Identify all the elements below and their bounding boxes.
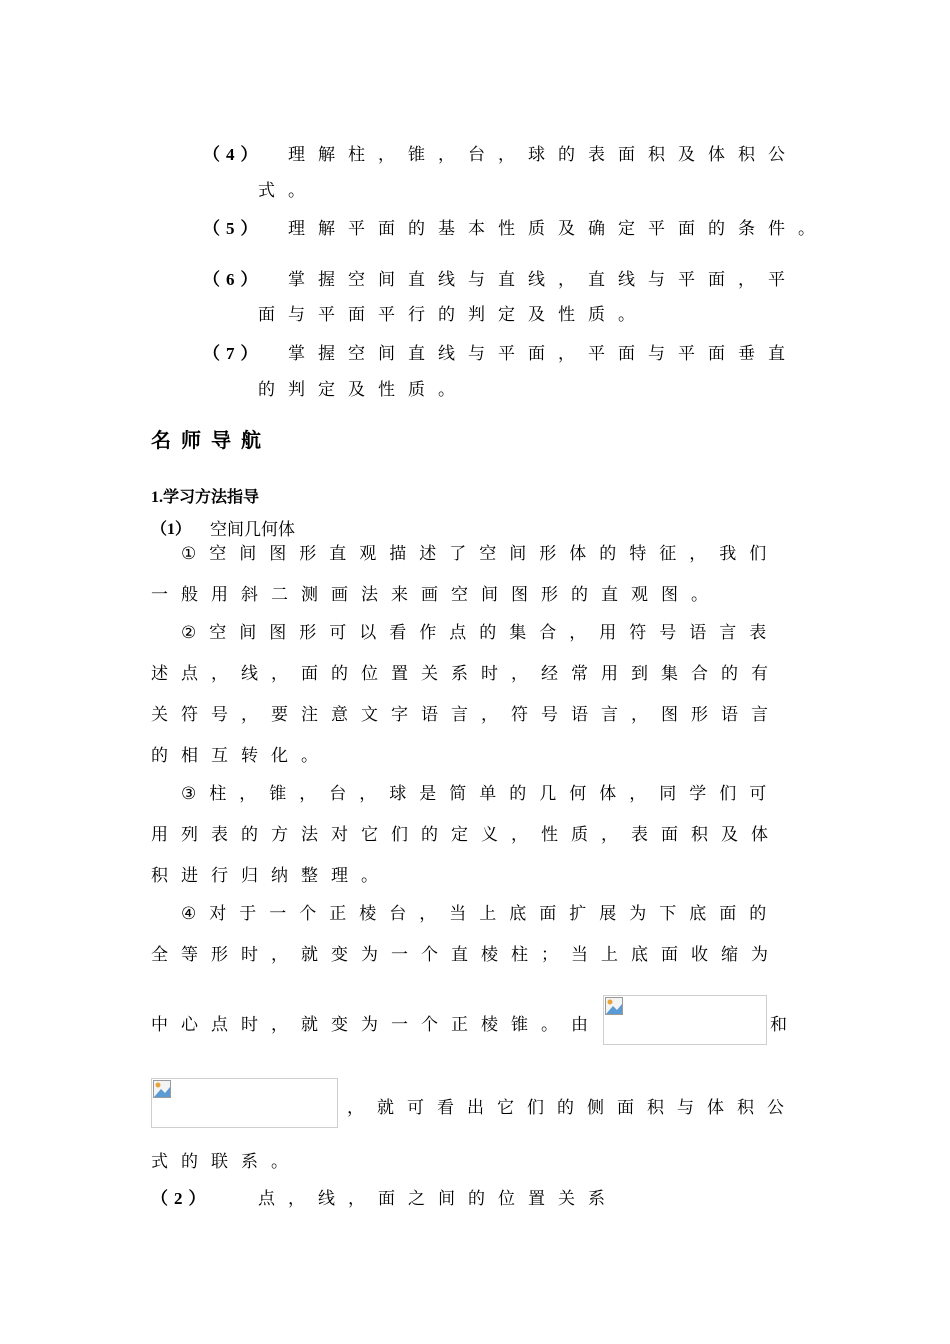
paragraph-line: ，就可看出它们的侧面积与体积公 [347, 1098, 797, 1118]
objective-text: 掌握空间直线与直线，直线与平面，平 [288, 270, 798, 290]
paragraph-line: 关符号，要注意文字语言，符号语言，图形语言 [151, 705, 781, 725]
item-number: （2） [151, 1189, 212, 1208]
objective-text: 理解柱，锥，台，球的表面积及体积公 [288, 145, 798, 165]
broken-image-icon [605, 997, 623, 1015]
paragraph-line: 一般用斜二测画法来画空间图形的直观图。 [151, 585, 721, 605]
objective-number: （4） [203, 145, 264, 164]
paragraph-line: ③柱，锥，台，球是简单的几何体，同学们可 [181, 784, 780, 804]
objective-number: （5） [203, 219, 264, 238]
objective-text: 面与平面平行的判定及性质。 [258, 305, 648, 325]
paragraph-line: 用列表的方法对它们的定义，性质，表面积及体 [151, 825, 781, 845]
objective-text: 掌握空间直线与平面，平面与平面垂直 [288, 344, 798, 364]
objective-text: 式。 [258, 181, 318, 201]
paragraph-line: ②空间图形可以看作点的集合，用符号语言表 [181, 623, 780, 643]
paragraph-line: 全等形时，就变为一个直棱柱；当上底面收缩为 [151, 945, 781, 965]
subsection-heading: 1.学习方法指导 [151, 489, 260, 506]
paragraph-line: ①空间图形直观描述了空间形体的特征，我们 [181, 544, 780, 564]
paragraph-line: 式的联系。 [151, 1152, 301, 1172]
section-title: 名师导航 [151, 428, 271, 452]
paragraph-line: 和 [770, 1015, 787, 1035]
paragraph-line: 述点，线，面的位置关系时，经常用到集合的有 [151, 664, 781, 684]
paragraph-line: 积进行归纳整理。 [151, 866, 391, 886]
paragraph-line: 中心点时，就变为一个正棱锥。由 [151, 1015, 601, 1035]
formula-image [603, 995, 767, 1045]
objective-number: （6） [203, 270, 264, 289]
item-number: （1） [151, 521, 192, 538]
objective-text: 理解平面的基本性质及确定平面的条件。 [288, 219, 828, 239]
paragraph-line: ④对于一个正棱台，当上底面扩展为下底面的 [181, 904, 780, 924]
formula-image [151, 1078, 338, 1128]
item-title: 空间几何体 [210, 520, 295, 540]
objective-number: （7） [203, 344, 264, 363]
broken-image-icon [153, 1080, 171, 1098]
paragraph-line: 的相互转化。 [151, 746, 331, 766]
item-title: 点，线，面之间的位置关系 [258, 1189, 618, 1209]
objective-text: 的判定及性质。 [258, 380, 468, 400]
